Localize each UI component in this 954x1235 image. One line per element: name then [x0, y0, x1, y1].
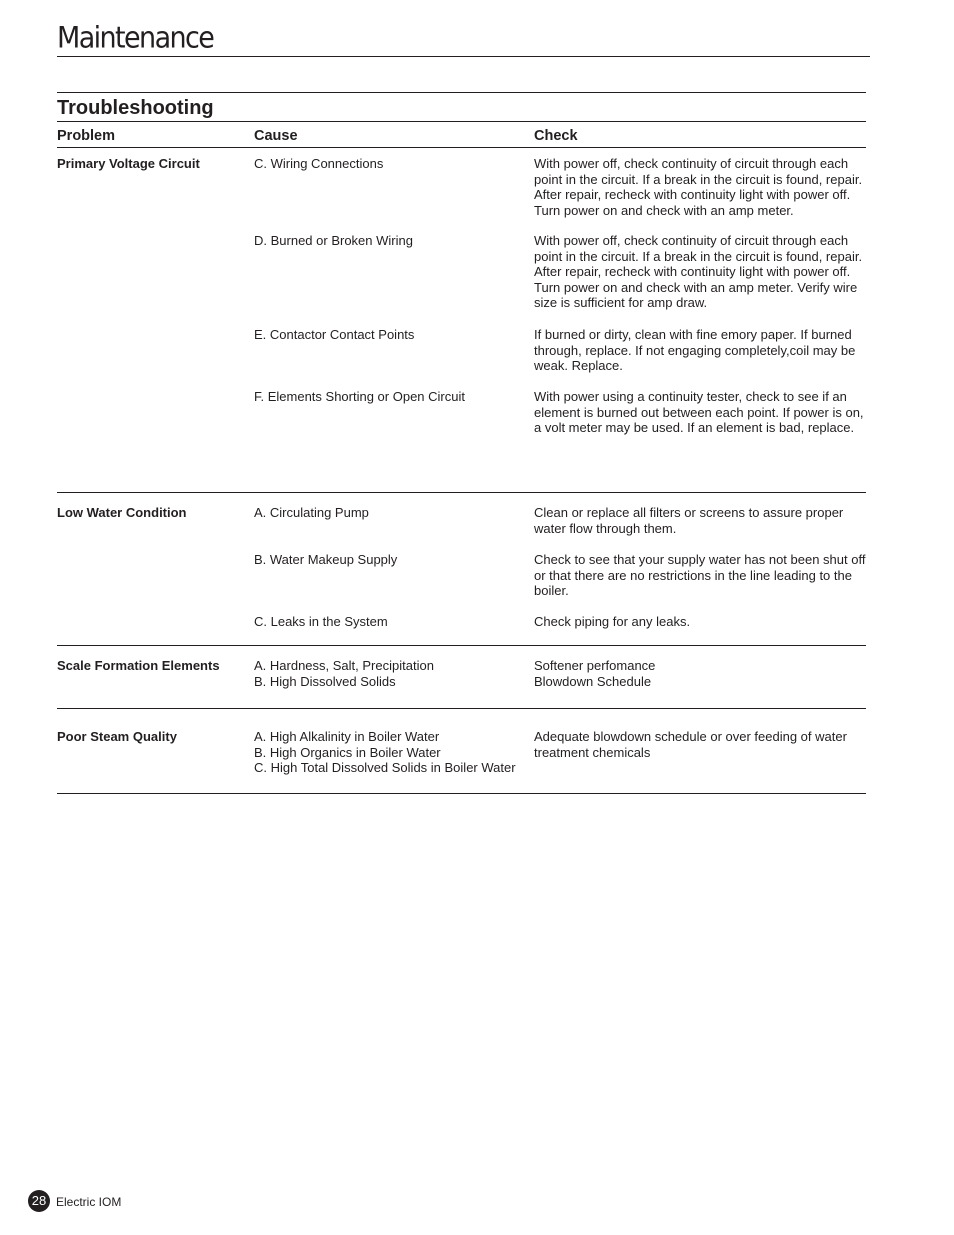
troubleshooting-table — [57, 121, 866, 794]
cause-text: B. Water Makeup Supply — [254, 552, 398, 567]
page-title: Maintenance — [57, 21, 214, 55]
table-row — [57, 156, 866, 233]
check-text: With power using a continuity tester, check to see if an element is burned out between each point. If power is on, a volt meter may be used. If an element is bad, replace. — [534, 389, 864, 436]
cause-text: D. Burned or Broken Wiring — [254, 233, 413, 248]
cause-text: F. Elements Shorting or Open Circuit — [254, 389, 465, 404]
check-text: Check piping for any leaks. — [534, 614, 691, 629]
problem-group-primary-voltage — [57, 148, 866, 493]
table-row — [57, 233, 866, 327]
check-text: Check to see that your supply water has not been shut off or that there are no restrictions in the line leading to the boiler. — [534, 552, 866, 599]
table-row — [57, 658, 866, 689]
check-text: If burned or dirty, clean with fine emory paper. If burned through, replace. If not engaging completely,coil may be weak. Replace. — [534, 327, 856, 374]
header-problem: Problem — [57, 128, 116, 144]
page-header — [57, 21, 870, 57]
table-row — [57, 327, 866, 389]
problem-label: Low Water Condition — [57, 505, 187, 520]
cause-text: C. Leaks in the System — [254, 614, 388, 629]
page-number-badge: 28 — [28, 1190, 50, 1212]
page-footer — [28, 1190, 121, 1212]
section-header — [57, 92, 866, 122]
problem-group-poor-steam — [57, 709, 866, 794]
problem-label: Poor Steam Quality — [57, 729, 177, 744]
document-label: Electric IOM — [56, 1194, 122, 1209]
cause-text: A. Circulating Pump — [254, 505, 369, 520]
problem-group-low-water — [57, 493, 866, 646]
table-row — [57, 614, 866, 630]
problem-label: Scale Formation Elements — [57, 658, 220, 673]
cause-text: C. High Total Dissolved Solids in Boiler Water — [254, 760, 516, 776]
check-text: Clean or replace all filters or screens to assure proper water flow through them. — [534, 505, 844, 536]
cause-text: B. High Dissolved Solids — [254, 673, 396, 689]
cause-text: A. Hardness, Salt, Precipitation — [254, 658, 434, 673]
section-title: Troubleshooting — [57, 97, 214, 119]
header-check: Check — [534, 128, 578, 144]
table-header-row — [57, 122, 866, 148]
table-row — [57, 552, 866, 614]
check-text: Adequate blowdown schedule or over feeding of water treatment chemicals — [534, 729, 847, 760]
cause-text: B. High Organics in Boiler Water — [254, 744, 441, 760]
table-row — [57, 729, 866, 776]
cause-text: A. High Alkalinity in Boiler Water — [254, 729, 440, 744]
check-text: Softener perfomance Blowdown Schedule — [534, 658, 656, 689]
check-text: With power off, check continuity of circuit through each point in the circuit. If a break in the circuit is found, repair. After repair, recheck with continuity light with power off. Turn power on and check with an amp meter. Verify wire size is sufficient for amp draw. — [534, 233, 863, 311]
table-row — [57, 505, 866, 552]
table-row — [57, 389, 866, 436]
cause-text: C. Wiring Connections — [254, 156, 384, 171]
problem-group-scale-formation — [57, 646, 866, 709]
check-text: With power off, check continuity of circuit through each point in the circuit. If a break in the circuit is found, repair. After repair, recheck with continuity light with power off. Turn power on and check with an amp meter. — [534, 156, 863, 218]
cause-text: E. Contactor Contact Points — [254, 327, 415, 342]
header-cause: Cause — [254, 128, 298, 144]
problem-label: Primary Voltage Circuit — [57, 156, 200, 171]
